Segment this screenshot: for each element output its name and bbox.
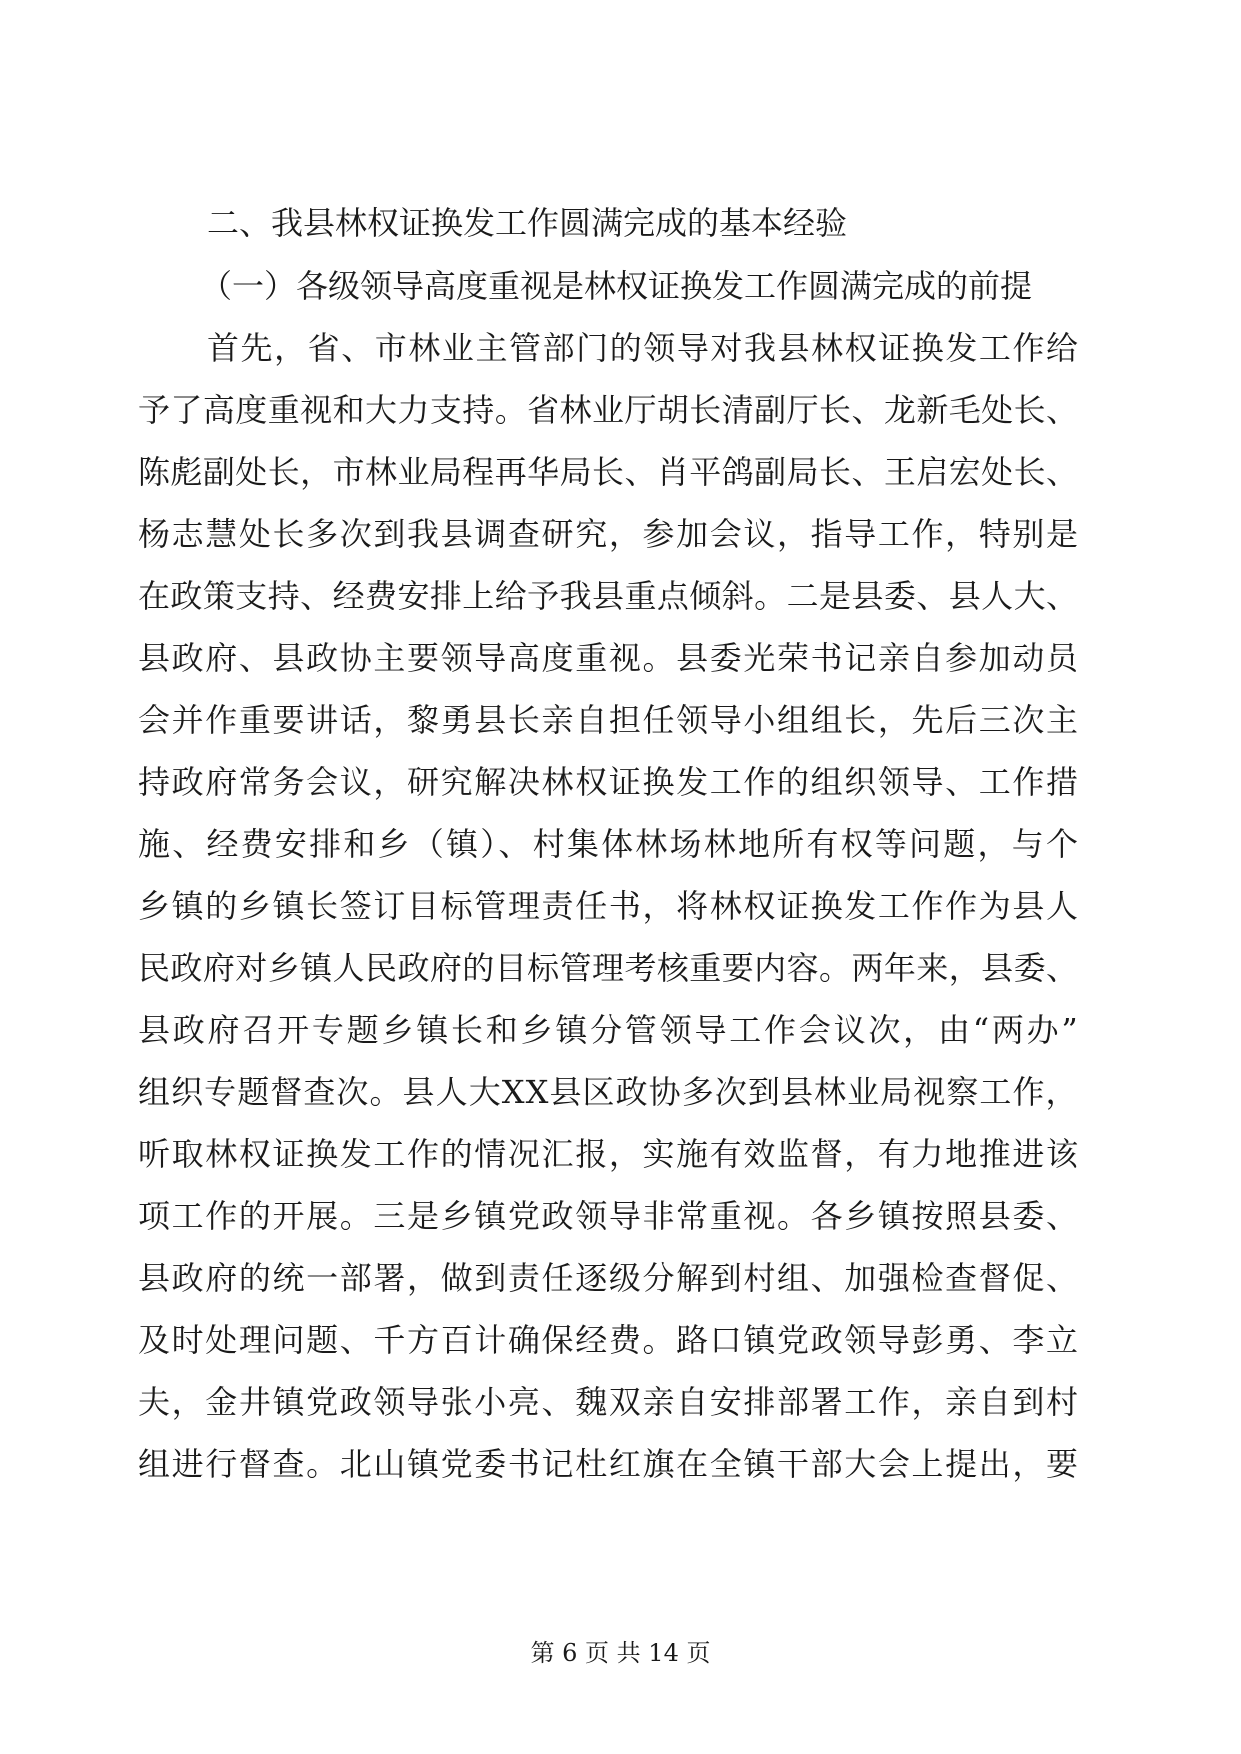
paragraph-line: 首先，省、市林业主管部门的领导对我县林权证换发工作给 [207,329,1080,367]
paragraph-line: 县政府、县政协主要领导高度重视。县委光荣书记亲自参加动员 [138,639,1080,677]
page-number-footer: 第 6 页 共 14 页 [530,1639,711,1667]
section-heading: 二、我县林权证换发工作圆满完成的基本经验 [207,204,848,242]
paragraph-line: 在政策支持、经费安排上给予我县重点倾斜。二是县委、县人大、 [138,577,1079,615]
paragraph-line: 持政府常务会议，研究解决林权证换发工作的组织领导、工作措 [138,763,1080,801]
paragraph-line: 夫，金井镇党政领导张小亮、魏双亲自安排部署工作，亲自到村 [138,1383,1080,1421]
paragraph-line: 民政府对乡镇人民政府的目标管理考核重要内容。两年来，县委、 [138,949,1079,987]
paragraph-line: 项工作的开展。三是乡镇党政领导非常重视。各乡镇按照县委、 [138,1197,1080,1235]
paragraph-line: 县政府的统一部署，做到责任逐级分解到村组、加强检查督促、 [138,1259,1080,1297]
paragraph-line: 县政府召开专题乡镇长和乡镇分管领导工作会议次，由“两办” [138,1011,1081,1049]
subsection-heading: （一）各级领导高度重视是林权证换发工作圆满完成的前提 [200,267,1033,305]
paragraph-line: 施、经费安排和乡（镇）、村集体林场林地所有权等问题，与个 [138,825,1081,863]
paragraph-line: 予了高度重视和大力支持。省林业厅胡长清副厅长、龙新毛处长、 [138,391,1079,429]
paragraph-line: 听取林权证换发工作的情况汇报，实施有效监督，有力地推进该 [138,1135,1080,1173]
paragraph-line: 乡镇的乡镇长签订目标管理责任书，将林权证换发工作作为县人 [138,887,1080,925]
paragraph-line: 杨志慧处长多次到我县调查研究，参加会议，指导工作，特别是 [138,515,1080,553]
paragraph-line: 陈彪副处长，市林业局程再华局长、肖平鸽副局长、王启宏处长、 [138,453,1079,491]
paragraph-line: 组进行督查。北山镇党委书记杜红旗在全镇干部大会上提出，要 [138,1445,1080,1483]
paragraph-line: 及时处理问题、千方百计确保经费。路口镇党政领导彭勇、李立 [138,1321,1080,1359]
paragraph-line: 组织专题督查次。县人大XX县区政协多次到县林业局视察工作， [138,1073,1079,1111]
paragraph-line: 会并作重要讲话，黎勇县长亲自担任领导小组组长，先后三次主 [138,701,1080,739]
